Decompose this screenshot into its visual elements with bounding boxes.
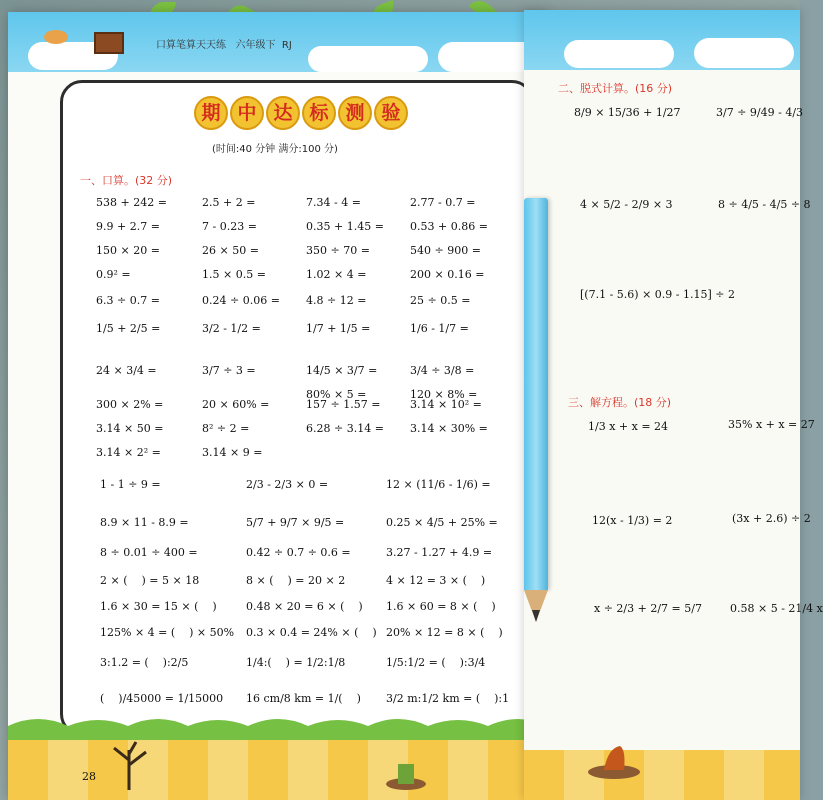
oral-question: 3.14 × 2² = [96, 446, 161, 459]
oral-question: 3.14 × 10² = [410, 398, 482, 411]
house-icon [94, 32, 124, 54]
oral-question: 540 ÷ 900 = [410, 244, 481, 257]
title-char: 标 [302, 96, 336, 130]
oral-question: 4.8 ÷ 12 = [306, 294, 367, 307]
oral-question: 120 × 8% = [410, 388, 478, 401]
equation: 12(x - 1/3) = 2 [592, 514, 673, 527]
equation: 0.58 × 5 - 21/4 x [730, 602, 823, 615]
oral-question: 2.5 + 2 = [202, 196, 256, 209]
ground-decoration [524, 750, 800, 800]
oral-question: 3/7 ÷ 3 = [202, 364, 256, 377]
oral-question: 1/5:1/2 = ( ):3/4 [386, 656, 486, 669]
section-heading: 二、脱式计算。(16 分) [558, 82, 673, 95]
title-char: 期 [194, 96, 228, 130]
oral-question: 2.77 - 0.7 = [410, 196, 476, 209]
oral-question: 26 × 50 = [202, 244, 259, 257]
oral-question: 125% × 4 = ( ) × 50% [100, 626, 235, 639]
oral-question: 0.35 + 1.45 = [306, 220, 384, 233]
equation: (3x + 2.6) ÷ 2 [732, 512, 811, 525]
page-number: 28 [82, 770, 96, 783]
oral-question: 3/2 m:1/2 km = ( ):1 [386, 692, 510, 705]
oral-question: 25 ÷ 0.5 = [410, 294, 471, 307]
equation: x ÷ 2/3 + 2/7 = 5/7 [594, 602, 702, 615]
title-char: 测 [338, 96, 372, 130]
oral-question: 3.27 - 1.27 + 4.9 = [386, 546, 493, 559]
oral-question: 7.34 - 4 = [306, 196, 361, 209]
oral-question: 200 × 0.16 = [410, 268, 485, 281]
pencil-lead [532, 610, 540, 622]
oral-question: 8² ÷ 2 = [202, 422, 250, 435]
cloud-decoration [308, 46, 428, 72]
oral-question: 3.14 × 30% = [410, 422, 488, 435]
tree-icon [104, 740, 154, 790]
oral-question: 157 ÷ 1.57 = [306, 398, 381, 411]
oral-question: 0.53 + 0.86 = [410, 220, 488, 233]
title-char: 中 [230, 96, 264, 130]
exam-subtitle: (时间:40 分钟 满分:100 分) [212, 144, 338, 155]
oral-question: 300 × 2% = [96, 398, 164, 411]
oral-question: 9.9 + 2.7 = [96, 220, 160, 233]
title-char: 验 [374, 96, 408, 130]
calc-problem: 8 ÷ 4/5 - 4/5 ÷ 8 [718, 198, 811, 211]
section-heading: 一、口算。(32 分) [80, 174, 173, 187]
coin-icon [44, 30, 68, 44]
oral-question: 5/7 + 9/7 × 9/5 = [246, 516, 345, 529]
oral-question: 12 × (11/6 - 1/6) = [386, 478, 491, 491]
oral-question: 4 × 12 = 3 × ( ) [386, 574, 486, 587]
oral-question: 20% × 12 = 8 × ( ) [386, 626, 503, 639]
grass-decoration [8, 712, 548, 742]
oral-question: 0.3 × 0.4 = 24% × ( ) [246, 626, 377, 639]
oral-question: 16 cm/8 km = 1/( ) [246, 692, 361, 705]
oral-question: 150 × 20 = [96, 244, 160, 257]
stump-icon [584, 740, 644, 780]
oral-question: 350 ÷ 70 = [306, 244, 370, 257]
calc-problem: 8/9 × 15/36 + 1/27 [574, 106, 681, 119]
section-heading: 三、解方程。(18 分) [568, 396, 672, 409]
stump-icon [384, 760, 428, 790]
calc-problem: 3/7 ÷ 9/49 - 4/3 [716, 106, 804, 119]
oral-question: 1.5 × 0.5 = [202, 268, 266, 281]
oral-question: 3/2 - 1/2 = [202, 322, 261, 335]
oral-question: 0.42 ÷ 0.7 ÷ 0.6 = [246, 546, 351, 559]
oral-question: 538 + 242 = [96, 196, 167, 209]
oral-question: 3.14 × 9 = [202, 446, 263, 459]
oral-question: 3/4 ÷ 3/8 = [410, 364, 475, 377]
pencil [524, 198, 548, 590]
oral-question: 24 × 3/4 = [96, 364, 157, 377]
cloud-decoration [438, 42, 538, 72]
oral-question: 1/4:( ) = 1/2:1/8 [246, 656, 346, 669]
calc-problem: [(7.1 - 5.6) × 0.9 - 1.15] ÷ 2 [580, 288, 735, 301]
oral-question: 1/5 + 2/5 = [96, 322, 161, 335]
cloud-decoration [564, 40, 674, 68]
cloud-decoration [694, 38, 794, 68]
oral-question: 0.24 ÷ 0.06 = [202, 294, 280, 307]
oral-question: 7 - 0.23 = [202, 220, 257, 233]
oral-question: 20 × 60% = [202, 398, 270, 411]
oral-question: 1.6 × 30 = 15 × ( ) [100, 600, 217, 613]
oral-question: 0.25 × 4/5 + 25% = [386, 516, 498, 529]
oral-question: 3.14 × 50 = [96, 422, 164, 435]
oral-question: 2/3 - 2/3 × 0 = [246, 478, 329, 491]
oral-question: 0.48 × 20 = 6 × ( ) [246, 600, 363, 613]
calc-problem: 4 × 5/2 - 2/9 × 3 [580, 198, 673, 211]
oral-question: 1 - 1 ÷ 9 = [100, 478, 161, 491]
oral-question: 1/7 + 1/5 = [306, 322, 371, 335]
book-series-title: 口算笔算天天练 六年级下 RJ [156, 40, 292, 51]
sky-banner [524, 10, 800, 70]
oral-question: ( )/45000 = 1/15000 [100, 692, 224, 705]
oral-question: 1.02 × 4 = [306, 268, 367, 281]
oral-question: 2 × ( ) = 5 × 18 [100, 574, 200, 587]
oral-question: 3:1.2 = ( ):2/5 [100, 656, 189, 669]
title-char: 达 [266, 96, 300, 130]
oral-question: 6.3 ÷ 0.7 = [96, 294, 160, 307]
oral-question: 8.9 × 11 - 8.9 = [100, 516, 189, 529]
oral-question: 80% × 5 = [306, 388, 367, 401]
oral-question: 0.9² = [96, 268, 131, 281]
exam-title [194, 96, 408, 130]
oral-question: 14/5 × 3/7 = [306, 364, 378, 377]
oral-question: 1.6 × 60 = 8 × ( ) [386, 600, 496, 613]
equation: 1/3 x + x = 24 [588, 420, 669, 433]
oral-question: 8 ÷ 0.01 ÷ 400 = [100, 546, 198, 559]
oral-question: 8 × ( ) = 20 × 2 [246, 574, 346, 587]
oral-question: 1/6 - 1/7 = [410, 322, 469, 335]
oral-question: 6.28 ÷ 3.14 = [306, 422, 384, 435]
equation: 35% x + x = 27 [728, 418, 815, 431]
